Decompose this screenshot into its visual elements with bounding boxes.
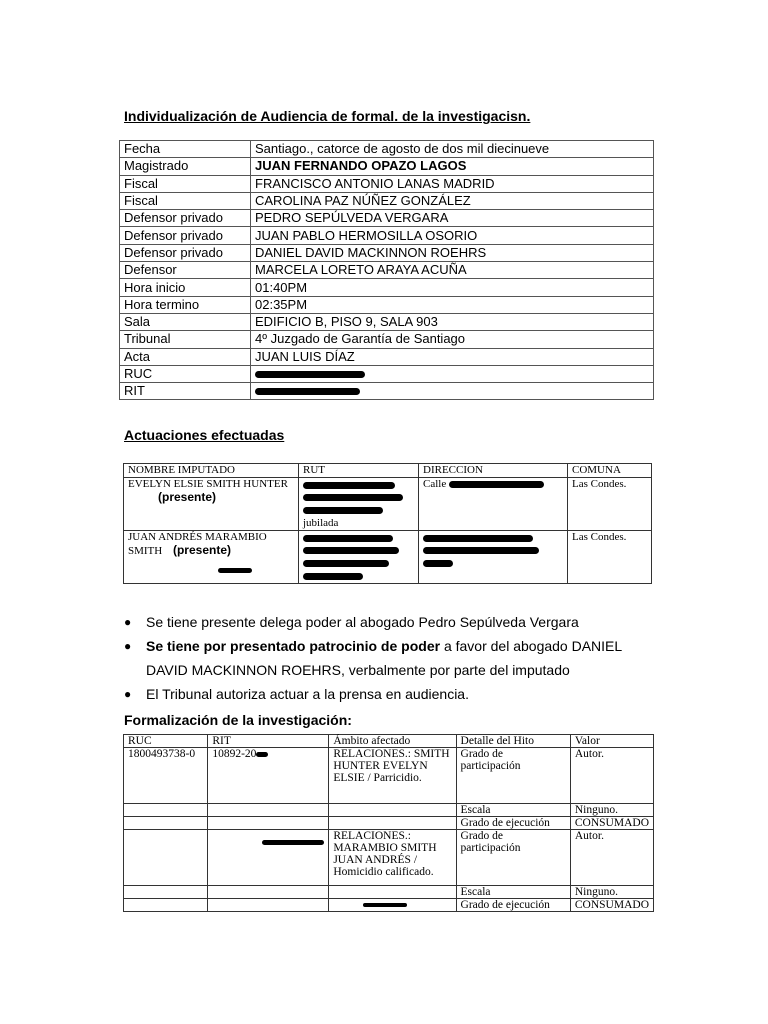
section-title-formalizacion: Formalización de la investigación:	[124, 712, 352, 728]
info-value: 02:35PM	[251, 296, 654, 313]
valor-cell: Autor.	[570, 748, 653, 804]
list-item	[122, 634, 662, 682]
info-value: 4º Juzgado de Garantía de Santiago	[251, 331, 654, 348]
col-header-direccion: DIRECCION	[419, 464, 568, 478]
hearing-info-table	[119, 140, 654, 400]
info-label: Magistrado	[120, 158, 251, 175]
table-row	[124, 478, 652, 531]
info-label: Fecha	[120, 141, 251, 158]
table-row	[120, 331, 654, 348]
ambito-cell: RELACIONES.: SMITH HUNTER EVELYN ELSIE / Parricidio.	[329, 748, 456, 804]
info-label: Defensor privado	[120, 210, 251, 227]
rut-cell	[299, 531, 419, 584]
valor-cell: CONSUMADO	[570, 899, 653, 912]
comuna-cell: Las Condes.	[568, 478, 652, 531]
detalle-cell: Escala	[456, 804, 570, 817]
table-row	[124, 886, 654, 899]
redaction-mark	[256, 752, 268, 757]
redaction-mark	[262, 840, 324, 845]
bullet-icon: ●	[124, 615, 132, 629]
info-label: Fiscal	[120, 192, 251, 209]
col-header-detalle: Detalle del Hito	[456, 735, 570, 748]
rut-tail-text: jubilada	[303, 517, 339, 529]
redaction-mark	[303, 494, 403, 501]
formalizacion-table	[123, 734, 654, 912]
detalle-cell: Grado de participación	[456, 748, 570, 804]
info-value: 01:40PM	[251, 279, 654, 296]
info-value: FRANCISCO ANTONIO LANAS MADRID	[251, 175, 654, 192]
redaction-mark	[255, 371, 365, 378]
info-label: Tribunal	[120, 331, 251, 348]
list-item	[122, 610, 662, 634]
presente-label: (presente)	[172, 543, 231, 557]
info-value: JUAN LUIS DÍAZ	[251, 348, 654, 365]
info-value: DANIEL DAVID MACKINNON ROEHRS	[251, 244, 654, 261]
info-label: Hora inicio	[120, 279, 251, 296]
info-label: Defensor privado	[120, 227, 251, 244]
valor-cell: Ninguno.	[570, 804, 653, 817]
table-row	[120, 210, 654, 227]
redaction-mark	[303, 482, 395, 489]
table-row	[120, 279, 654, 296]
table-row	[120, 175, 654, 192]
table-row	[124, 817, 654, 830]
table-row	[120, 348, 654, 365]
redaction-mark	[303, 535, 393, 542]
rit-cell	[208, 748, 329, 804]
direccion-cell	[419, 478, 568, 531]
detalle-cell: Grado de ejecución	[456, 899, 570, 912]
ambito-cell: RELACIONES.: MARAMBIO SMITH JUAN ANDRÉS / Homicidio calificado.	[329, 830, 456, 886]
col-header-ruc: RUC	[124, 735, 208, 748]
valor-cell: Autor.	[570, 830, 653, 886]
info-label: Fiscal	[120, 175, 251, 192]
info-value	[251, 383, 654, 400]
ruc-cell: 1800493738-0	[124, 748, 208, 804]
rit-cell	[208, 830, 329, 886]
actuaciones-list	[122, 610, 662, 706]
section-title-individualizacion: Individualización de Audiencia de formal. de la investigacisn.	[124, 108, 531, 124]
valor-cell: Ninguno.	[570, 886, 653, 899]
redaction-mark	[363, 903, 407, 907]
table-row	[120, 262, 654, 279]
redaction-mark	[449, 481, 544, 488]
table-row	[120, 383, 654, 400]
imputado-name-cell	[124, 531, 299, 584]
table-row	[120, 192, 654, 209]
detalle-cell: Grado de participación	[456, 830, 570, 886]
info-label: Hora termino	[120, 296, 251, 313]
rit-value: 10892-20	[212, 748, 257, 760]
table-row	[120, 365, 654, 382]
bullet-icon: ●	[124, 639, 132, 653]
detalle-cell: Grado de ejecución	[456, 817, 570, 830]
table-row	[120, 244, 654, 261]
direccion-cell	[419, 531, 568, 584]
imputado-name-cell	[124, 478, 299, 531]
comuna-cell: Las Condes.	[568, 531, 652, 584]
info-value: CAROLINA PAZ NÚÑEZ GONZÁLEZ	[251, 192, 654, 209]
imputado-name: EVELYN ELSIE SMITH HUNTER	[128, 478, 288, 490]
info-label: RIT	[120, 383, 251, 400]
col-header-valor: Valor	[570, 735, 653, 748]
redaction-mark	[303, 547, 399, 554]
info-label: RUC	[120, 365, 251, 382]
col-header-nombre: NOMBRE IMPUTADO	[124, 464, 299, 478]
table-row	[120, 158, 654, 175]
col-header-comuna: COMUNA	[568, 464, 652, 478]
rut-cell	[299, 478, 419, 531]
info-label: Defensor privado	[120, 244, 251, 261]
redaction-mark	[303, 573, 363, 580]
section-title-actuaciones: Actuaciones efectuadas	[124, 427, 285, 443]
table-row	[124, 830, 654, 886]
imputados-table	[123, 463, 652, 584]
redaction-mark	[255, 388, 360, 395]
info-label: Sala	[120, 313, 251, 330]
bullet-bold-text: Se tiene por presentado patrocinio de poder	[146, 638, 441, 654]
table-row	[124, 531, 652, 584]
table-row	[120, 227, 654, 244]
table-row	[124, 899, 654, 912]
info-value: JUAN FERNANDO OPAZO LAGOS	[251, 158, 654, 175]
valor-cell: CONSUMADO	[570, 817, 653, 830]
info-value: PEDRO SEPÚLVEDA VERGARA	[251, 210, 654, 227]
bullet-icon: ●	[124, 687, 132, 701]
info-value: EDIFICIO B, PISO 9, SALA 903	[251, 313, 654, 330]
col-header-ambito: Ámbito afectado	[329, 735, 456, 748]
bullet-text: Se tiene presente delega poder al abogado Pedro Sepúlveda Vergara	[146, 614, 579, 630]
redaction-mark	[423, 560, 453, 567]
imputado-name: JUAN ANDRÉS MARAMBIO SMITH	[128, 531, 267, 557]
list-item	[122, 682, 662, 706]
info-value: Santiago., catorce de agosto de dos mil diecinueve	[251, 141, 654, 158]
bullet-text: a favor del abogado DANIEL DAVID MACKINNON ROEHRS, verbalmente por parte del imputado	[146, 638, 622, 678]
presente-label: (presente)	[158, 490, 217, 504]
info-value: JUAN PABLO HERMOSILLA OSORIO	[251, 227, 654, 244]
table-row	[124, 804, 654, 817]
info-label: Defensor	[120, 262, 251, 279]
bullet-text: El Tribunal autoriza actuar a la prensa en audiencia.	[146, 686, 469, 702]
redaction-mark	[303, 507, 383, 514]
info-value: MARCELA LORETO ARAYA ACUÑA	[251, 262, 654, 279]
table-row	[124, 748, 654, 804]
redaction-mark	[303, 560, 389, 567]
info-value	[251, 365, 654, 382]
direccion-prefix: Calle	[423, 478, 447, 490]
redaction-mark	[423, 547, 539, 554]
redaction-mark	[218, 568, 252, 573]
table-row	[120, 296, 654, 313]
table-row	[120, 141, 654, 158]
detalle-cell: Escala	[456, 886, 570, 899]
redaction-mark	[423, 535, 533, 542]
table-row	[120, 313, 654, 330]
col-header-rut: RUT	[299, 464, 419, 478]
info-label: Acta	[120, 348, 251, 365]
col-header-rit: RIT	[208, 735, 329, 748]
